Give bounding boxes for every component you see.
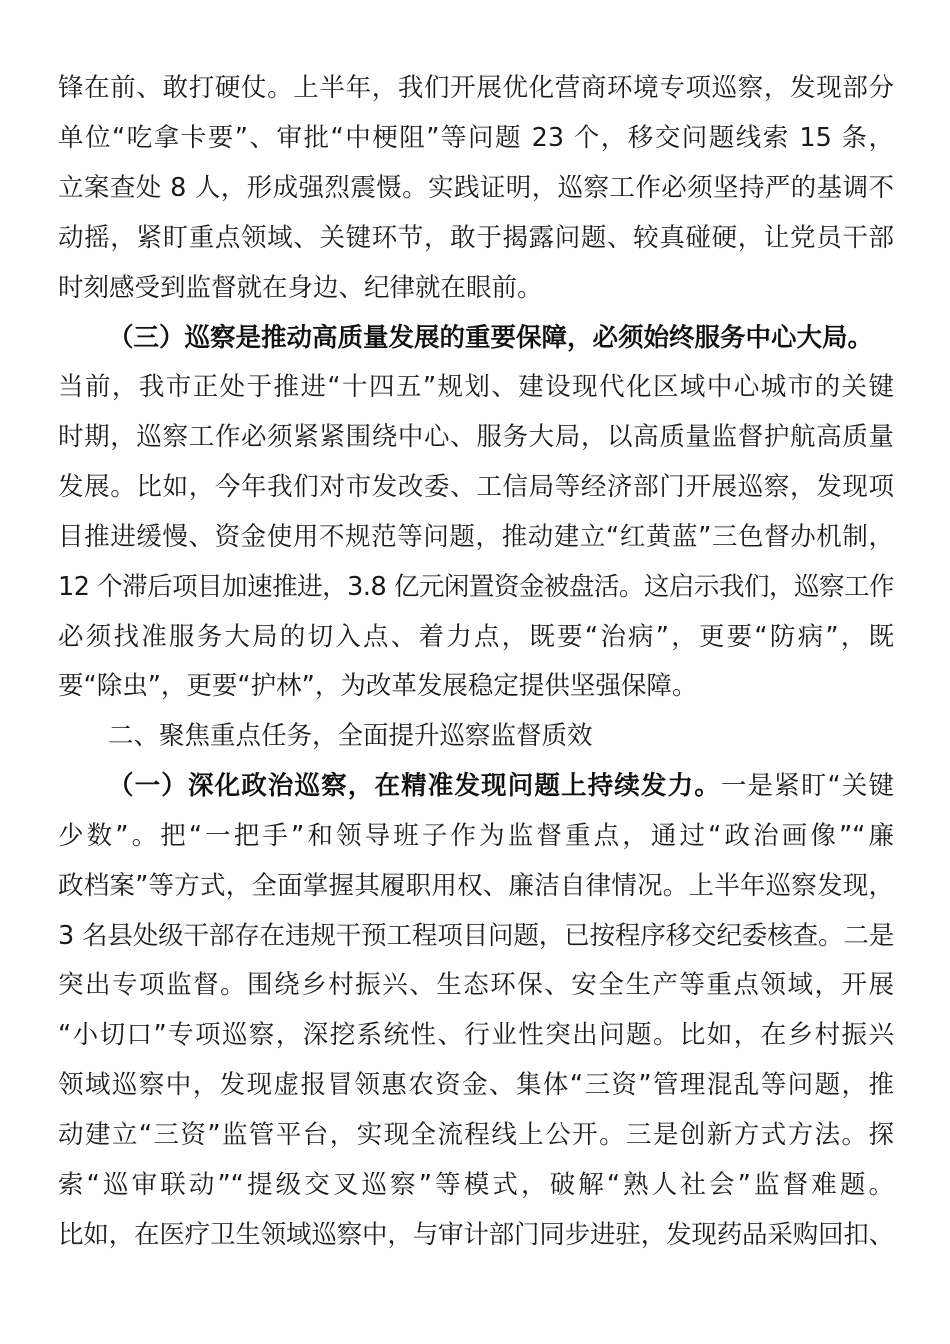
subsection-heading: （三）巡察是推动高质量发展的重要保障，必须始终服务中心大局。 (108, 323, 874, 353)
text-line: 索“巡审联动”“提级交叉巡察”等模式，破解“熟人社会”监督难题。 (58, 1170, 894, 1200)
paragraph-first-line (108, 761, 894, 811)
text-line: 要“除虫”，更要“护林”，为改革发展稳定提供坚强保障。 (58, 671, 698, 701)
text-line: 动建立“三资”监管平台，实现全流程线上公开。三是创新方式方法。探 (58, 1120, 894, 1150)
text-line: 当前，我市正处于推进“十四五”规划、建设现代化区域中心城市的关键 (58, 372, 894, 402)
text-line: 少数”。把“一把手”和领导班子作为监督重点，通过“政治画像”“廉 (58, 821, 894, 851)
text-line: 时刻感受到监督就在身边、纪律就在眼前。 (58, 273, 543, 303)
text-line: 锋在前、敢打硬仗。上半年，我们开展优化营商环境专项巡察，发现部分 (58, 73, 894, 103)
text-line: 时期，巡察工作必须紧紧围绕中心、服务大局，以高质量监督护航高质量 (58, 422, 894, 452)
text-line: 12 个滞后项目加速推进，3.8 亿元闲置资金被盘活。这启示我们，巡察工作 (58, 572, 894, 602)
text-line: 单位“吃拿卡要”、审批“中梗阻”等问题 23 个，移交问题线索 15 条， (58, 123, 894, 153)
text-line: 立案查处 8 人，形成强烈震慑。实践证明，巡察工作必须坚持严的基调不 (58, 173, 894, 203)
text-line: 比如，在医疗卫生领域巡察中，与审计部门同步进驻，发现药品采购回扣、 (58, 1220, 894, 1250)
text-run: 一是紧盯“关键 (720, 771, 894, 801)
text-line: 必须找准服务大局的切入点、着力点，既要“治病”，更要“防病”，既 (58, 622, 894, 652)
text-line: “小切口”专项巡察，深挖系统性、行业性突出问题。比如，在乡村振兴 (58, 1020, 894, 1050)
text-line: 3 名县处级干部存在违规干预工程项目问题，已按程序移交纪委核查。二是 (58, 921, 894, 951)
text-line: 突出专项监督。围绕乡村振兴、生态环保、安全生产等重点领域，开展 (58, 970, 894, 1000)
text-line: 领域巡察中，发现虚报冒领惠农资金、集体“三资”管理混乱等问题，推 (58, 1070, 894, 1100)
text-line: 动摇，紧盯重点领域、关键环节，敢于揭露问题、较真碰硬，让党员干部 (58, 223, 894, 253)
text-line: 政档案”等方式，全面掌握其履职用权、廉洁自律情况。上半年巡察发现， (58, 871, 894, 901)
text-line: 发展。比如，今年我们对市发改委、工信局等经济部门开展巡察，发现项 (58, 472, 894, 502)
section-title: 二、聚焦重点任务，全面提升巡察监督质效 (108, 721, 593, 751)
subsection-heading: （一）深化政治巡察，在精准发现问题上持续发力。 (108, 771, 721, 801)
text-line: 目推进缓慢、资金使用不规范等问题，推动建立“红黄蓝”三色督办机制， (58, 522, 894, 552)
